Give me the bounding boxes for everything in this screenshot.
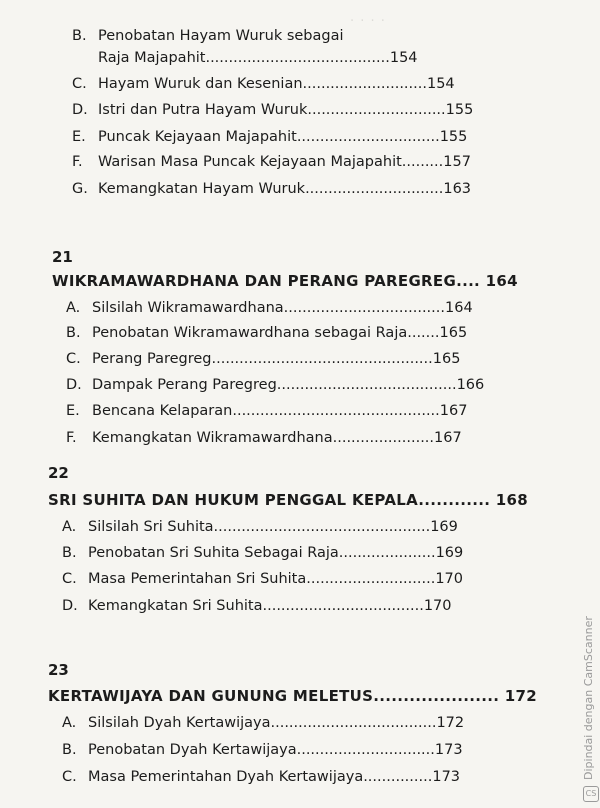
entry-letter: F. bbox=[66, 430, 77, 446]
entry-page: 157 bbox=[443, 154, 471, 170]
entry-dots: ........................................ bbox=[205, 50, 390, 66]
entry-title: Perang Paregreg bbox=[92, 351, 212, 367]
entry-dots: ....................................... bbox=[276, 377, 457, 393]
entry-letter: C. bbox=[62, 571, 77, 587]
entry-letter: B. bbox=[72, 28, 87, 44]
chapter-number: 23 bbox=[48, 661, 69, 679]
entry-dots: ............................................. bbox=[232, 403, 440, 419]
entry-letter: B. bbox=[62, 742, 77, 758]
entry-title: Hayam Wuruk dan Kesenian bbox=[98, 76, 303, 92]
entry-page: 167 bbox=[439, 403, 468, 419]
toc-entry[interactable] bbox=[72, 101, 473, 119]
toc-entry[interactable] bbox=[72, 27, 344, 45]
entry-dots: ........................... bbox=[302, 76, 427, 92]
entry-title: Kemangkatan Hayam Wuruk bbox=[98, 181, 306, 197]
toc-entry[interactable] bbox=[72, 180, 471, 198]
entry-letter: D. bbox=[62, 598, 78, 614]
toc-entry[interactable] bbox=[62, 570, 463, 588]
chapter-page: 164 bbox=[485, 272, 518, 290]
chapter-page: 172 bbox=[504, 687, 537, 705]
chapter-number: 22 bbox=[48, 464, 69, 482]
toc-entry[interactable] bbox=[62, 741, 463, 759]
entry-title: Bencana Kelaparan bbox=[92, 403, 233, 419]
entry-dots: .............................. bbox=[305, 181, 444, 197]
toc-entry-continuation[interactable] bbox=[98, 49, 418, 67]
entry-dots: ................................... bbox=[283, 300, 445, 316]
entry-page: 164 bbox=[445, 300, 473, 316]
entry-title: Warisan Masa Puncak Kejayaan Majapahit bbox=[98, 154, 402, 170]
chapter-title: KERTAWIJAYA DAN GUNUNG MELETUS..................... bbox=[48, 687, 500, 705]
bleed-through: . . . . bbox=[350, 10, 386, 25]
watermark-text: Dipindai dengan CamScanner bbox=[582, 616, 595, 780]
entry-page: 166 bbox=[456, 377, 485, 393]
entry-letter: B. bbox=[66, 325, 81, 341]
entry-page: 172 bbox=[436, 715, 465, 731]
entry-title: Dampak Perang Paregreg bbox=[92, 377, 277, 393]
entry-page: 167 bbox=[434, 430, 462, 446]
entry-title: Kemangkatan Sri Suhita bbox=[88, 598, 263, 614]
chapter-heading[interactable] bbox=[48, 687, 537, 705]
entry-page: 173 bbox=[434, 742, 463, 758]
entry-title: Silsilah Sri Suhita bbox=[88, 519, 214, 535]
entry-title: Istri dan Putra Hayam Wuruk bbox=[98, 102, 308, 118]
toc-entry[interactable] bbox=[62, 768, 460, 786]
toc-entry[interactable] bbox=[72, 153, 471, 171]
entry-dots: ...................... bbox=[332, 430, 435, 446]
toc-entry[interactable] bbox=[66, 324, 467, 342]
toc-entry[interactable] bbox=[72, 128, 467, 146]
entry-dots: ......... bbox=[401, 154, 444, 170]
entry-title: Penobatan Wikramawardhana sebagai Raja bbox=[92, 325, 408, 341]
entry-page: 169 bbox=[430, 519, 458, 535]
entry-letter: E. bbox=[72, 129, 86, 145]
toc-entry[interactable] bbox=[66, 350, 460, 368]
entry-dots: ............................ bbox=[306, 571, 436, 587]
entry-title: Raja Majapahit bbox=[98, 50, 206, 66]
entry-letter: A. bbox=[66, 300, 81, 316]
entry-dots: ............... bbox=[363, 769, 433, 785]
entry-page: 169 bbox=[435, 545, 464, 561]
toc-entry[interactable] bbox=[62, 518, 458, 536]
entry-title-line1: Penobatan Hayam Wuruk sebagai bbox=[98, 28, 344, 44]
entry-letter: F. bbox=[72, 154, 83, 170]
entry-letter: C. bbox=[72, 76, 87, 92]
entry-letter: B. bbox=[62, 545, 77, 561]
entry-page: 173 bbox=[432, 769, 461, 785]
toc-entry[interactable] bbox=[62, 544, 463, 562]
chapter-title: SRI SUHITA DAN HUKUM PENGGAL KEPALA............ bbox=[48, 491, 491, 509]
entry-page: 154 bbox=[426, 76, 455, 92]
chapter-number: 21 bbox=[52, 248, 73, 266]
entry-letter: E. bbox=[66, 403, 80, 419]
entry-dots: ................................................ bbox=[211, 351, 433, 367]
entry-dots: ................................... bbox=[262, 598, 424, 614]
entry-title: Penobatan Dyah Kertawijaya bbox=[88, 742, 297, 758]
entry-letter: A. bbox=[62, 519, 77, 535]
entry-title: Masa Pemerintahan Sri Suhita bbox=[88, 571, 307, 587]
entry-letter: A. bbox=[62, 715, 77, 731]
chapter-page: 168 bbox=[495, 491, 529, 509]
scanner-watermark bbox=[582, 582, 598, 802]
entry-title: Masa Pemerintahan Dyah Kertawijaya bbox=[88, 769, 364, 785]
entry-letter: C. bbox=[66, 351, 81, 367]
entry-dots: .................................... bbox=[270, 715, 437, 731]
entry-page: 155 bbox=[439, 129, 468, 145]
toc-entry[interactable] bbox=[66, 429, 462, 447]
toc-entry[interactable] bbox=[62, 714, 464, 732]
entry-page: 170 bbox=[435, 571, 464, 587]
entry-dots: .............................. bbox=[296, 742, 435, 758]
entry-dots: .............................. bbox=[307, 102, 446, 118]
entry-letter: C. bbox=[62, 769, 77, 785]
toc-entry[interactable] bbox=[66, 376, 484, 394]
entry-title: Puncak Kejayaan Majapahit bbox=[98, 129, 297, 145]
entry-title: Silsilah Wikramawardhana bbox=[92, 300, 284, 316]
entry-letter: D. bbox=[72, 102, 88, 118]
toc-entry[interactable] bbox=[62, 597, 452, 615]
entry-dots: ....... bbox=[407, 325, 440, 341]
entry-page: 154 bbox=[389, 50, 418, 66]
entry-title: Penobatan Sri Suhita Sebagai Raja bbox=[88, 545, 339, 561]
chapter-heading[interactable] bbox=[52, 272, 518, 290]
toc-entry[interactable] bbox=[66, 299, 473, 317]
entry-letter: D. bbox=[66, 377, 82, 393]
entry-dots: ..................... bbox=[338, 545, 436, 561]
entry-title: Silsilah Dyah Kertawijaya bbox=[88, 715, 271, 731]
entry-letter: G. bbox=[72, 181, 88, 197]
chapter-heading[interactable] bbox=[48, 491, 528, 509]
entry-dots: ............................... bbox=[296, 129, 440, 145]
toc-entry[interactable] bbox=[72, 75, 455, 93]
entry-title: Kemangkatan Wikramawardhana bbox=[92, 430, 333, 446]
entry-page: 170 bbox=[423, 598, 452, 614]
entry-page: 165 bbox=[439, 325, 468, 341]
camscanner-logo-icon: CS bbox=[583, 786, 599, 802]
entry-dots: ............................................... bbox=[213, 519, 431, 535]
toc-entry[interactable] bbox=[66, 402, 467, 420]
entry-page: 165 bbox=[432, 351, 461, 367]
chapter-title: WIKRAMAWARDHANA DAN PERANG PAREGREG.... bbox=[52, 272, 481, 290]
entry-page: 155 bbox=[445, 102, 474, 118]
entry-page: 163 bbox=[443, 181, 472, 197]
